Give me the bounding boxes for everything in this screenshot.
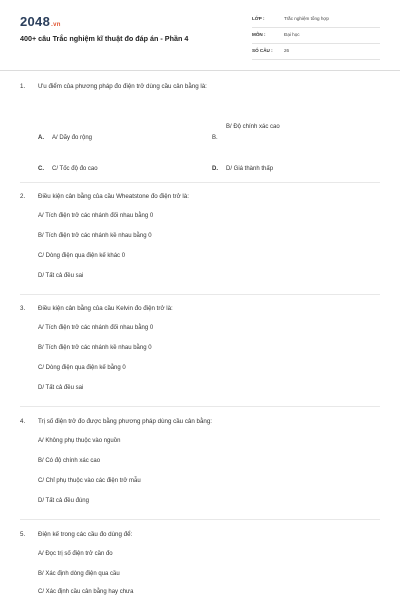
separator [20,182,380,183]
meta-value: Trắc nghiệm tổng hợp [284,16,329,21]
logo-domain: .vn [51,22,61,28]
question-text: 5. Điện kế trong các cầu đo dùng để: [20,531,133,538]
question-text: 3. Điều kiện cân bằng của cầu Kelvin đo điện trở là: [20,305,173,312]
option-b[interactable]: B/ Tích điện trở các nhánh kề nhau bằng 0 [38,233,152,239]
option-a[interactable]: A. A/ Dãy đo rộng [38,135,93,141]
meta-key: MÔN : [252,32,266,37]
meta-row-class [252,12,380,28]
option-d[interactable]: D/ Tất cả đều sai [38,273,84,279]
question-text: 1. Ưu điểm của phương pháp đo điện trở dùng cầu cân bằng là: [20,83,207,90]
document-title: 400+ câu Trắc nghiệm kĩ thuật đo đáp án - Phần 4 [20,34,189,43]
separator [20,294,380,295]
option-a[interactable]: A/ Tích điện trở các nhánh đối nhau bằng 0 [38,325,154,331]
meta-row-count [252,44,380,60]
meta-table [252,12,380,60]
option-b[interactable]: B/ Xác định dòng điện qua cầu [38,571,120,577]
option-d[interactable]: D/ Tất cả đều đúng [38,498,89,504]
meta-value: 26 [284,48,290,53]
logo-text: 2048 [20,14,51,29]
question-text: 2. Điều kiện cân bằng của cầu Wheatstone đo điện trở là: [20,193,189,200]
option-d[interactable]: D. D/ Giá thành thấp [212,166,274,172]
meta-row-subject [252,28,380,44]
separator [20,406,380,407]
meta-key: LỚP : [252,16,265,21]
option-a[interactable]: A/ Tích điện trở các nhánh đối nhau bằng 0 [38,213,154,219]
option-b[interactable]: B/ Có độ chính xác cao [38,458,101,464]
option-c[interactable]: C/ Dòng điện qua điện kế khác 0 [38,253,126,259]
option-b-letter[interactable]: B. [212,135,218,141]
option-d[interactable]: D/ Tất cả đều sai [38,385,84,391]
option-c[interactable]: C/ Chỉ phụ thuộc vào các điện trở mẫu [38,478,141,484]
header-divider [0,70,400,71]
question-text: 4. Trị số điện trở đo được bằng phương pháp dùng cầu cân bằng: [20,418,212,425]
option-c[interactable]: C/ Dòng điện qua điện kế bằng 0 [38,365,126,371]
separator [20,519,380,520]
site-logo[interactable] [20,14,61,29]
option-c[interactable]: C. C/ Tốc độ đo cao [38,166,98,172]
meta-value: Đại học [284,32,300,37]
meta-key: SỐ CÂU : [252,48,273,53]
option-a[interactable]: A/ Không phụ thuộc vào nguồn [38,438,121,444]
option-b[interactable]: B/ Tích điện trở các nhánh kề nhau bằng 0 [38,345,152,351]
option-a[interactable]: A/ Đọc trị số điện trở cần đo [38,551,113,557]
option-c[interactable]: C/ Xác định cầu cân bằng hay chưa [38,589,134,595]
option-b-text[interactable]: B/ Độ chính xác cao [226,124,280,130]
document-header [0,0,400,70]
